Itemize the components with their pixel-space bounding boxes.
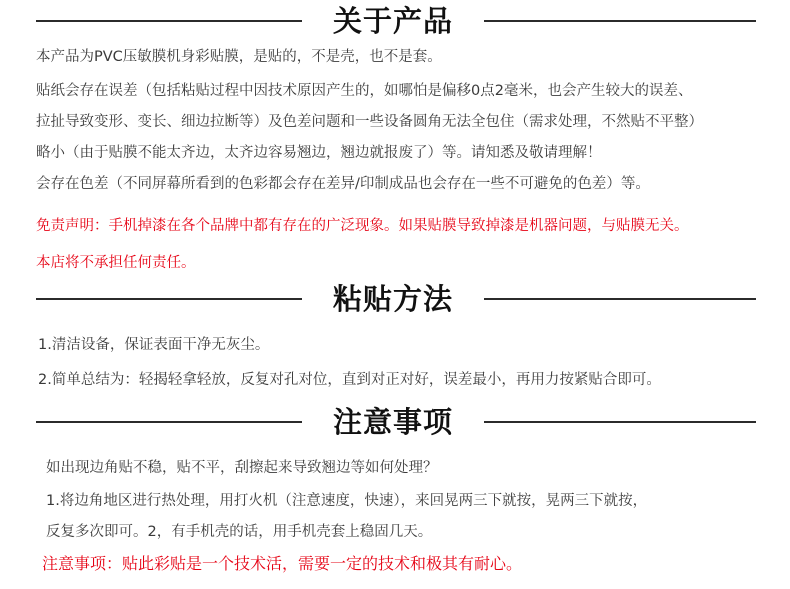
section-title-method: 粘贴方法 [332, 282, 453, 316]
heading-divider-right [484, 20, 756, 22]
about-line-5: 会存在色差（不同屏幕所看到的色彩都会存在差异/印制成品也会存在一些不可避免的色差）等。 [36, 176, 650, 192]
section-heading-notes [0, 402, 790, 442]
heading-divider-left [36, 298, 302, 300]
about-line-4: 略小（由于贴膜不能太齐边，太齐边容易翘边，翘边就报废了）等。请知悉及敬请理解！ [36, 145, 602, 161]
section-heading-method [0, 279, 790, 319]
notes-step-2: 反复多次即可。2，有手机壳的话，用手机壳套上稳固几天。 [46, 524, 433, 540]
notes-warning: 注意事项：贴此彩贴是一个技术活，需要一定的技术和极其有耐心。 [42, 554, 523, 573]
about-line-1: 本产品为PVC压敏膜机身彩贴膜，是贴的，不是壳，也不是套。 [36, 49, 442, 65]
section-heading-about [0, 1, 790, 41]
method-step-1: 1.清洁设备，保证表面干净无灰尘。 [38, 337, 270, 353]
section-title-notes: 注意事项 [332, 405, 453, 439]
heading-divider-left [36, 421, 302, 423]
notes-question: 如出现边角贴不稳，贴不平，刮擦起来导致翘边等如何处理？ [46, 460, 438, 476]
heading-divider-left [36, 20, 302, 22]
heading-divider-right [484, 298, 756, 300]
about-line-2: 贴纸会存在误差（包括粘贴过程中因技术原因产生的，如哪怕是偏移0点2毫米，也会产生较大的误差、 [36, 83, 693, 99]
about-line-3: 拉扯导致变形、变长、细边拉断等）及色差问题和一些设备圆角无法全包住（需求处理，不然贴不平整） [36, 114, 703, 130]
disclaimer-line-2: 本店将不承担任何责任。 [36, 255, 196, 271]
notes-step-1: 1.将边角地区进行热处理，用打火机（注意速度，快速），来回晃两三下就按，晃两三下就按， [46, 493, 648, 509]
disclaimer-line-1: 免责声明：手机掉漆在各个品牌中都有存在的广泛现象。如果贴膜导致掉漆是机器问题，与贴膜无关。 [36, 218, 689, 234]
section-title-about: 关于产品 [332, 4, 453, 38]
heading-divider-right [484, 421, 756, 423]
method-step-2: 2.简单总结为：轻揭轻拿轻放，反复对孔对位，直到对正对好，误差最小，再用力按紧贴合即可。 [38, 372, 661, 388]
